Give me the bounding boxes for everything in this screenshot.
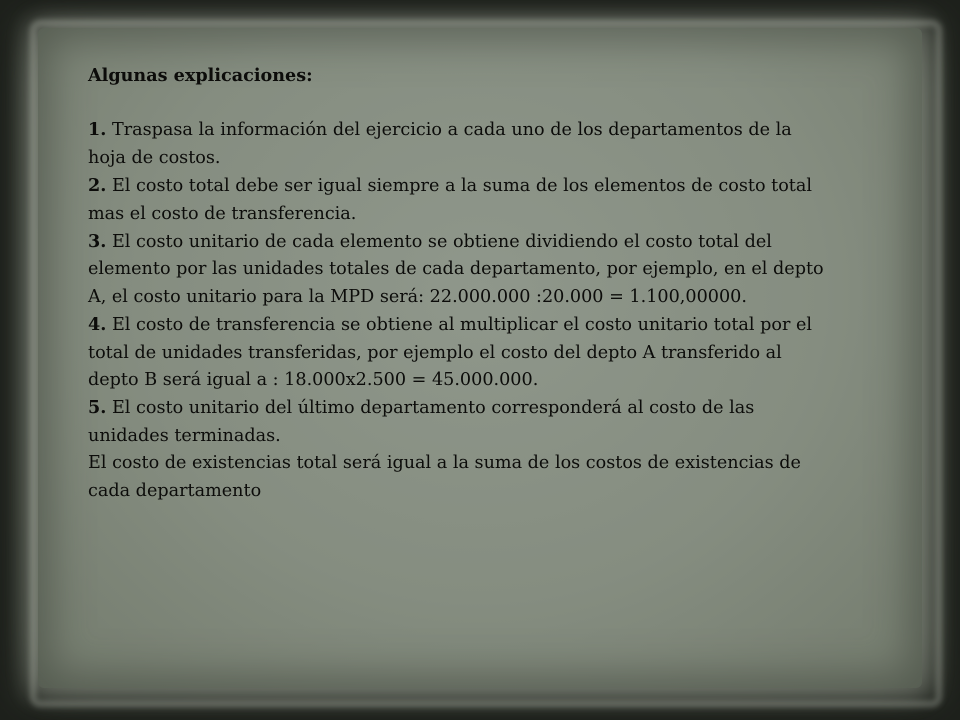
item-text: El costo de transferencia se obtiene al multiplicar el costo unitario total por el total de unidades transferidas, por ejemplo el costo del depto A transferido al depto B será igual a : 18.000x2.500 = 45.000.000. (88, 315, 813, 391)
explanation-item-1 (88, 116, 828, 172)
explanation-item-4 (88, 311, 828, 394)
item-text: El costo unitario del último departamento corresponderá al costo de las unidades terminadas. (88, 398, 755, 446)
item-number: 2. (88, 175, 107, 197)
item-number: 4. (88, 314, 107, 336)
item-text: El costo total debe ser igual siempre a la suma de los elementos de costo total mas el costo de transferencia. (88, 176, 812, 224)
slide-content (88, 62, 828, 505)
item-text: Traspasa la información del ejercicio a cada uno de los departamentos de la hoja de costos. (88, 120, 792, 168)
item-number: 3. (88, 231, 107, 253)
item-number: 5. (88, 397, 107, 419)
closing-paragraph: El costo de existencias total será igual a la suma de los costos de existencias de cada departamento (88, 453, 801, 501)
explanation-item-5 (88, 394, 828, 450)
item-number: 1. (88, 119, 107, 141)
explanation-item-2 (88, 172, 828, 228)
slide-heading: Algunas explicaciones: (88, 65, 313, 86)
item-text: El costo unitario de cada elemento se obtiene dividiendo el costo total del elemento por las unidades totales de cada departamento, por ejemplo, en el depto A, el costo unitario para la MPD será: 22.000.000 :20.000 = 1.100,00000. (88, 232, 824, 307)
explanation-item-3 (88, 228, 828, 311)
